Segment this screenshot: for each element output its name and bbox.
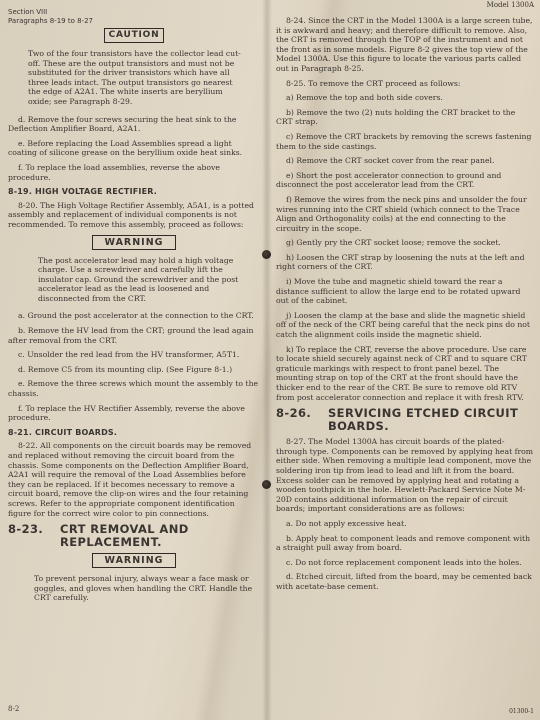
hv-step-a: a. Ground the post accelerator at the connection to the CRT. [18,311,254,321]
hv-step-b: b. Remove the HV lead from the CRT; ground the lead again after removal from the CRT. [8,326,254,345]
heading-8-19: 8-19. HIGH VOLTAGE RECTIFIER. [8,187,158,197]
heading-8-23-number: 8-23. [8,522,44,537]
hv-step-d: d. Remove C5 from its mounting clip. (See Figure 8-1.) [18,364,233,374]
crt-step-j: j) Loosen the clamp at the base and slide the magnetic shield off of the neck of the CRT being careful that the neck pins do not catch the alignment coils inside the magnetic shield. [276,310,530,340]
crt-step-c: c) Remove the CRT brackets by removing the screws fastening them to the side castings. [276,131,532,151]
section-header: Section VIII [8,8,48,16]
heading-8-23-line2: REPLACEMENT. [60,535,162,550]
caution-text: Two of the four transistors have the collector lead cut-off. These are the output transistors and must not be substituted for the driver transistors which have all three leads intact. The output transistors go nearest the edge of A2A1. The white inserts are beryllium oxide; see Paragraph 8-29. [28,49,241,106]
crt-step-f: f) Remove the wires from the neck pins and unsolder the four wires running into the CRT shield (which connect to the Trace Align and Orthogonality coils) at the end connecting to the circuitry in the scope. [276,194,527,233]
hv-step-c: c. Unsolder the red lead from the HV transformer, A5T1. [18,350,240,360]
para-8-24: 8-24. Since the CRT in the Model 1300A is a large screen tube, it is awkward and heavy; and therefore difficult to remove. Also, the CRT is removed through the TOP of the instrument and not the front as in some models. Figure 8-2 gives the top view of the Model 1300A. Use this figure to locate the various parts called out in Paragraph 8-25. [276,16,533,73]
warning-label: WARNING [92,235,176,250]
para-8-25: 8-25. To remove the CRT proceed as follows: [286,78,461,88]
service-step-a: a. Do not apply excessive heat. [286,518,407,528]
service-step-c: c. Do not force replacement component leads into the holes. [286,557,522,567]
service-step-d: d. Etched circuit, lifted from the board, may be cemented back with acetate-base cement. [276,572,532,591]
step-f: f. To replace the load assemblies, reverse the above procedure. [8,162,220,182]
binder-hole [262,250,271,259]
crt-step-k: k) To replace the CRT, reverse the above procedure. Use care to locate shield securely against neck of CRT and to square CRT graticule markings with respect to front panel bezel. The mounting strap on top of the CRT at the front should have the thicker end to the rear of the CRT. Be sure to remove old RTV from post accelerator connection and replace it with fresh RTV. [276,344,527,402]
step-e: e. Before replacing the Load Assemblies spread a light coating of silicone grease on the beryllium oxide heat sinks. [8,138,243,158]
caution-label: CAUTION [104,28,164,43]
crt-step-b: b) Remove the two (2) nuts holding the CRT bracket to the CRT strap. [276,107,516,127]
crt-step-a: a) Remove the top and both side covers. [286,93,443,103]
para-8-27: 8-27. The Model 1300A has circuit boards of the plated-through type. Components can be removed by applying heat from either side. When removing a multiple lead component, move the soldering iron tip from lead to lead and lift it from the board. Excess solder can be removed by applying heat and rotating a wooden toothpick in the hole. Hewlett-Packard Service Note M-20D contains additional information on the repair of circuit boards; important considerations are as follows: [276,437,534,514]
crt-step-h: h) Loosen the CRT strap by loosening the nuts at the left and right corners of the CRT. [276,252,525,272]
service-step-b: b. Apply heat to component leads and remove component with a straight pull away from board. [276,533,531,553]
page-number: 8-2 [8,705,20,713]
heading-8-26-number: 8-26. [276,406,312,421]
crt-step-g: g) Gently pry the CRT socket loose; remove the socket. [286,238,501,248]
hv-step-e: e. Remove the three screws which mount the assembly to the chassis. [8,379,259,399]
warning-label: WARNING [92,553,176,568]
heading-8-21: 8-21. CIRCUIT BOARDS. [8,427,118,437]
crt-step-e: e) Short the post accelerator connection to ground and disconnect the post accelerator lead from the CRT. [276,170,502,190]
warning-text: The post accelerator lead may hold a high voltage charge. Use a screwdriver and carefully lift the insulator cap. Ground the screwdriver and the post accelerator lead as the lead is loosened and disconnected from the CRT. [38,255,239,303]
heading-8-23 [8,523,260,549]
document-code: 01300-1 [509,708,534,715]
heading-8-23-line1: CRT REMOVAL AND [60,522,189,537]
heading-8-26-line1: SERVICING ETCHED CIRCUIT [328,406,519,421]
para-8-22: 8-22. All components on the circuit boards may be removed and replaced without removing the circuit board from the chassis. Some components on the Deflection Amplifier Board, A2A1 will require the removal of the Load Assemblies before they can be replaced. If it becomes necessary to remove a circuit board, remove the clip-on wires and the four retaining screws. Refer to the appropriate component identification figure for the correct wire color to pin connections. [8,441,252,518]
warning-text: To prevent personal injury, always wear a face mask or goggles, and gloves when handling the CRT. Handle the CRT carefully. [34,574,253,603]
step-d: d. Remove the four screws securing the heat sink to the Deflection Amplifier Board, A2A1. [8,114,237,134]
binder-hole [262,480,271,489]
para-8-20: 8-20. The High Voltage Rectifier Assembly, A5A1, is a potted assembly and replacement of individual components is not recommended. To remove this assembly, proceed as follows: [8,200,254,229]
model-header: Model 1300A [486,1,534,9]
heading-8-26 [276,407,534,433]
paragraphs-header: Paragraphs 8-19 to 8-27 [8,17,93,25]
crt-step-d: d) Remove the CRT socket cover from the rear panel. [286,156,495,166]
heading-8-26-line2: BOARDS. [328,419,389,434]
right-column [276,8,534,597]
binding-gutter [262,0,272,720]
left-column [8,8,260,611]
crt-step-i: i) Move the tube and magnetic shield toward the rear a distance sufficient to allow the large end to be rotated upward out of the cabinet. [276,277,521,306]
hv-step-f: f. To replace the HV Rectifier Assembly, reverse the above procedure. [8,403,245,423]
